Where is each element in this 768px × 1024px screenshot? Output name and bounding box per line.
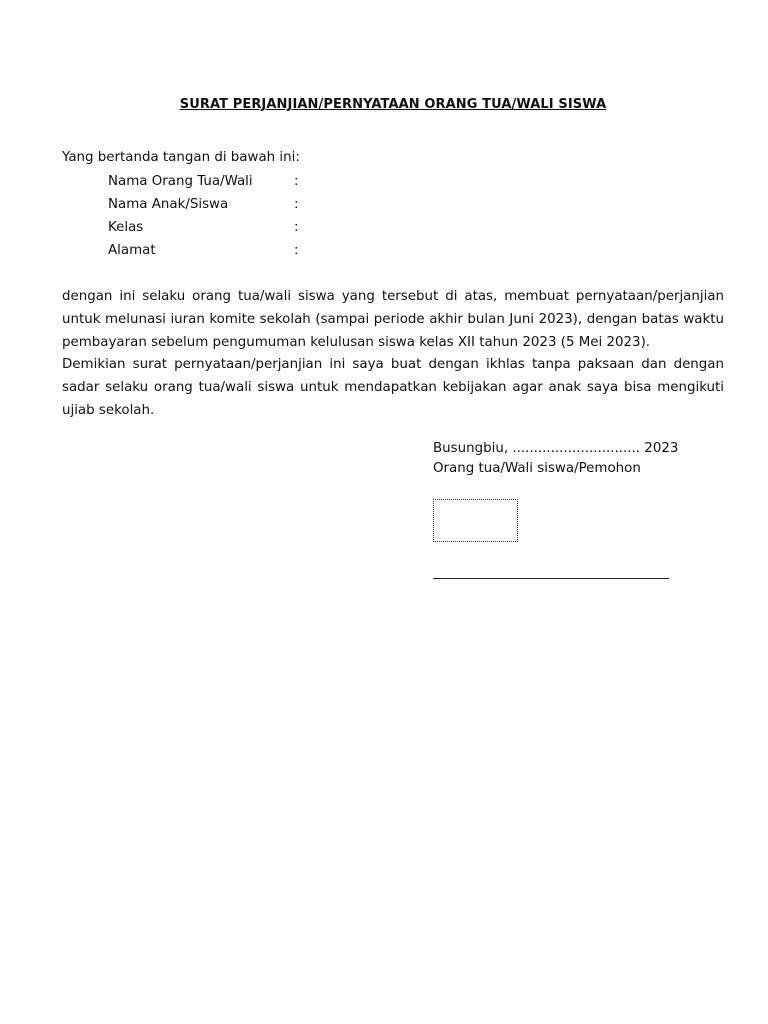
intro-text: Yang bertanda tangan di bawah ini:: [62, 150, 300, 165]
signer-role: Orang tua/Wali siswa/Pemohon: [433, 460, 641, 476]
statement-body: [62, 286, 724, 423]
statement-paragraph: dengan ini selaku orang tua/wali siswa yang tersebut di atas, membuat pernyataan/perjanjian untuk melunasi iuran komite sekolah (sampai periode akhir bulan Juni 2023), dengan batas waktu pembayaran sebelum pengumuman kelulusan siswa kelas XII tahun 2023 (5 Mei 2023).: [62, 289, 724, 350]
field-colon: :: [294, 243, 299, 258]
signature-line: [433, 578, 669, 579]
stamp-box: [433, 499, 518, 542]
field-label: Kelas: [108, 220, 144, 235]
field-label: Nama Anak/Siswa: [108, 197, 229, 212]
document-title: SURAT PERJANJIAN/PERNYATAAN ORANG TUA/WALI SISWA: [179, 97, 607, 112]
closing-paragraph: Demikian surat pernyataan/perjanjian ini saya buat dengan ikhlas tanpa paksaan dan dengan sadar selaku orang tua/wali siswa untuk mendapatkan kebijakan agar anak saya bisa mengikuti ujiab sekolah.: [62, 357, 724, 418]
field-colon: :: [294, 174, 299, 189]
field-colon: :: [294, 220, 299, 235]
field-label: Alamat: [108, 243, 156, 258]
field-label: Nama Orang Tua/Wali: [108, 174, 253, 189]
signature-block: [433, 439, 678, 478]
place-date: Busungbiu, .............................. 2023: [433, 441, 679, 456]
field-colon: :: [294, 197, 299, 212]
